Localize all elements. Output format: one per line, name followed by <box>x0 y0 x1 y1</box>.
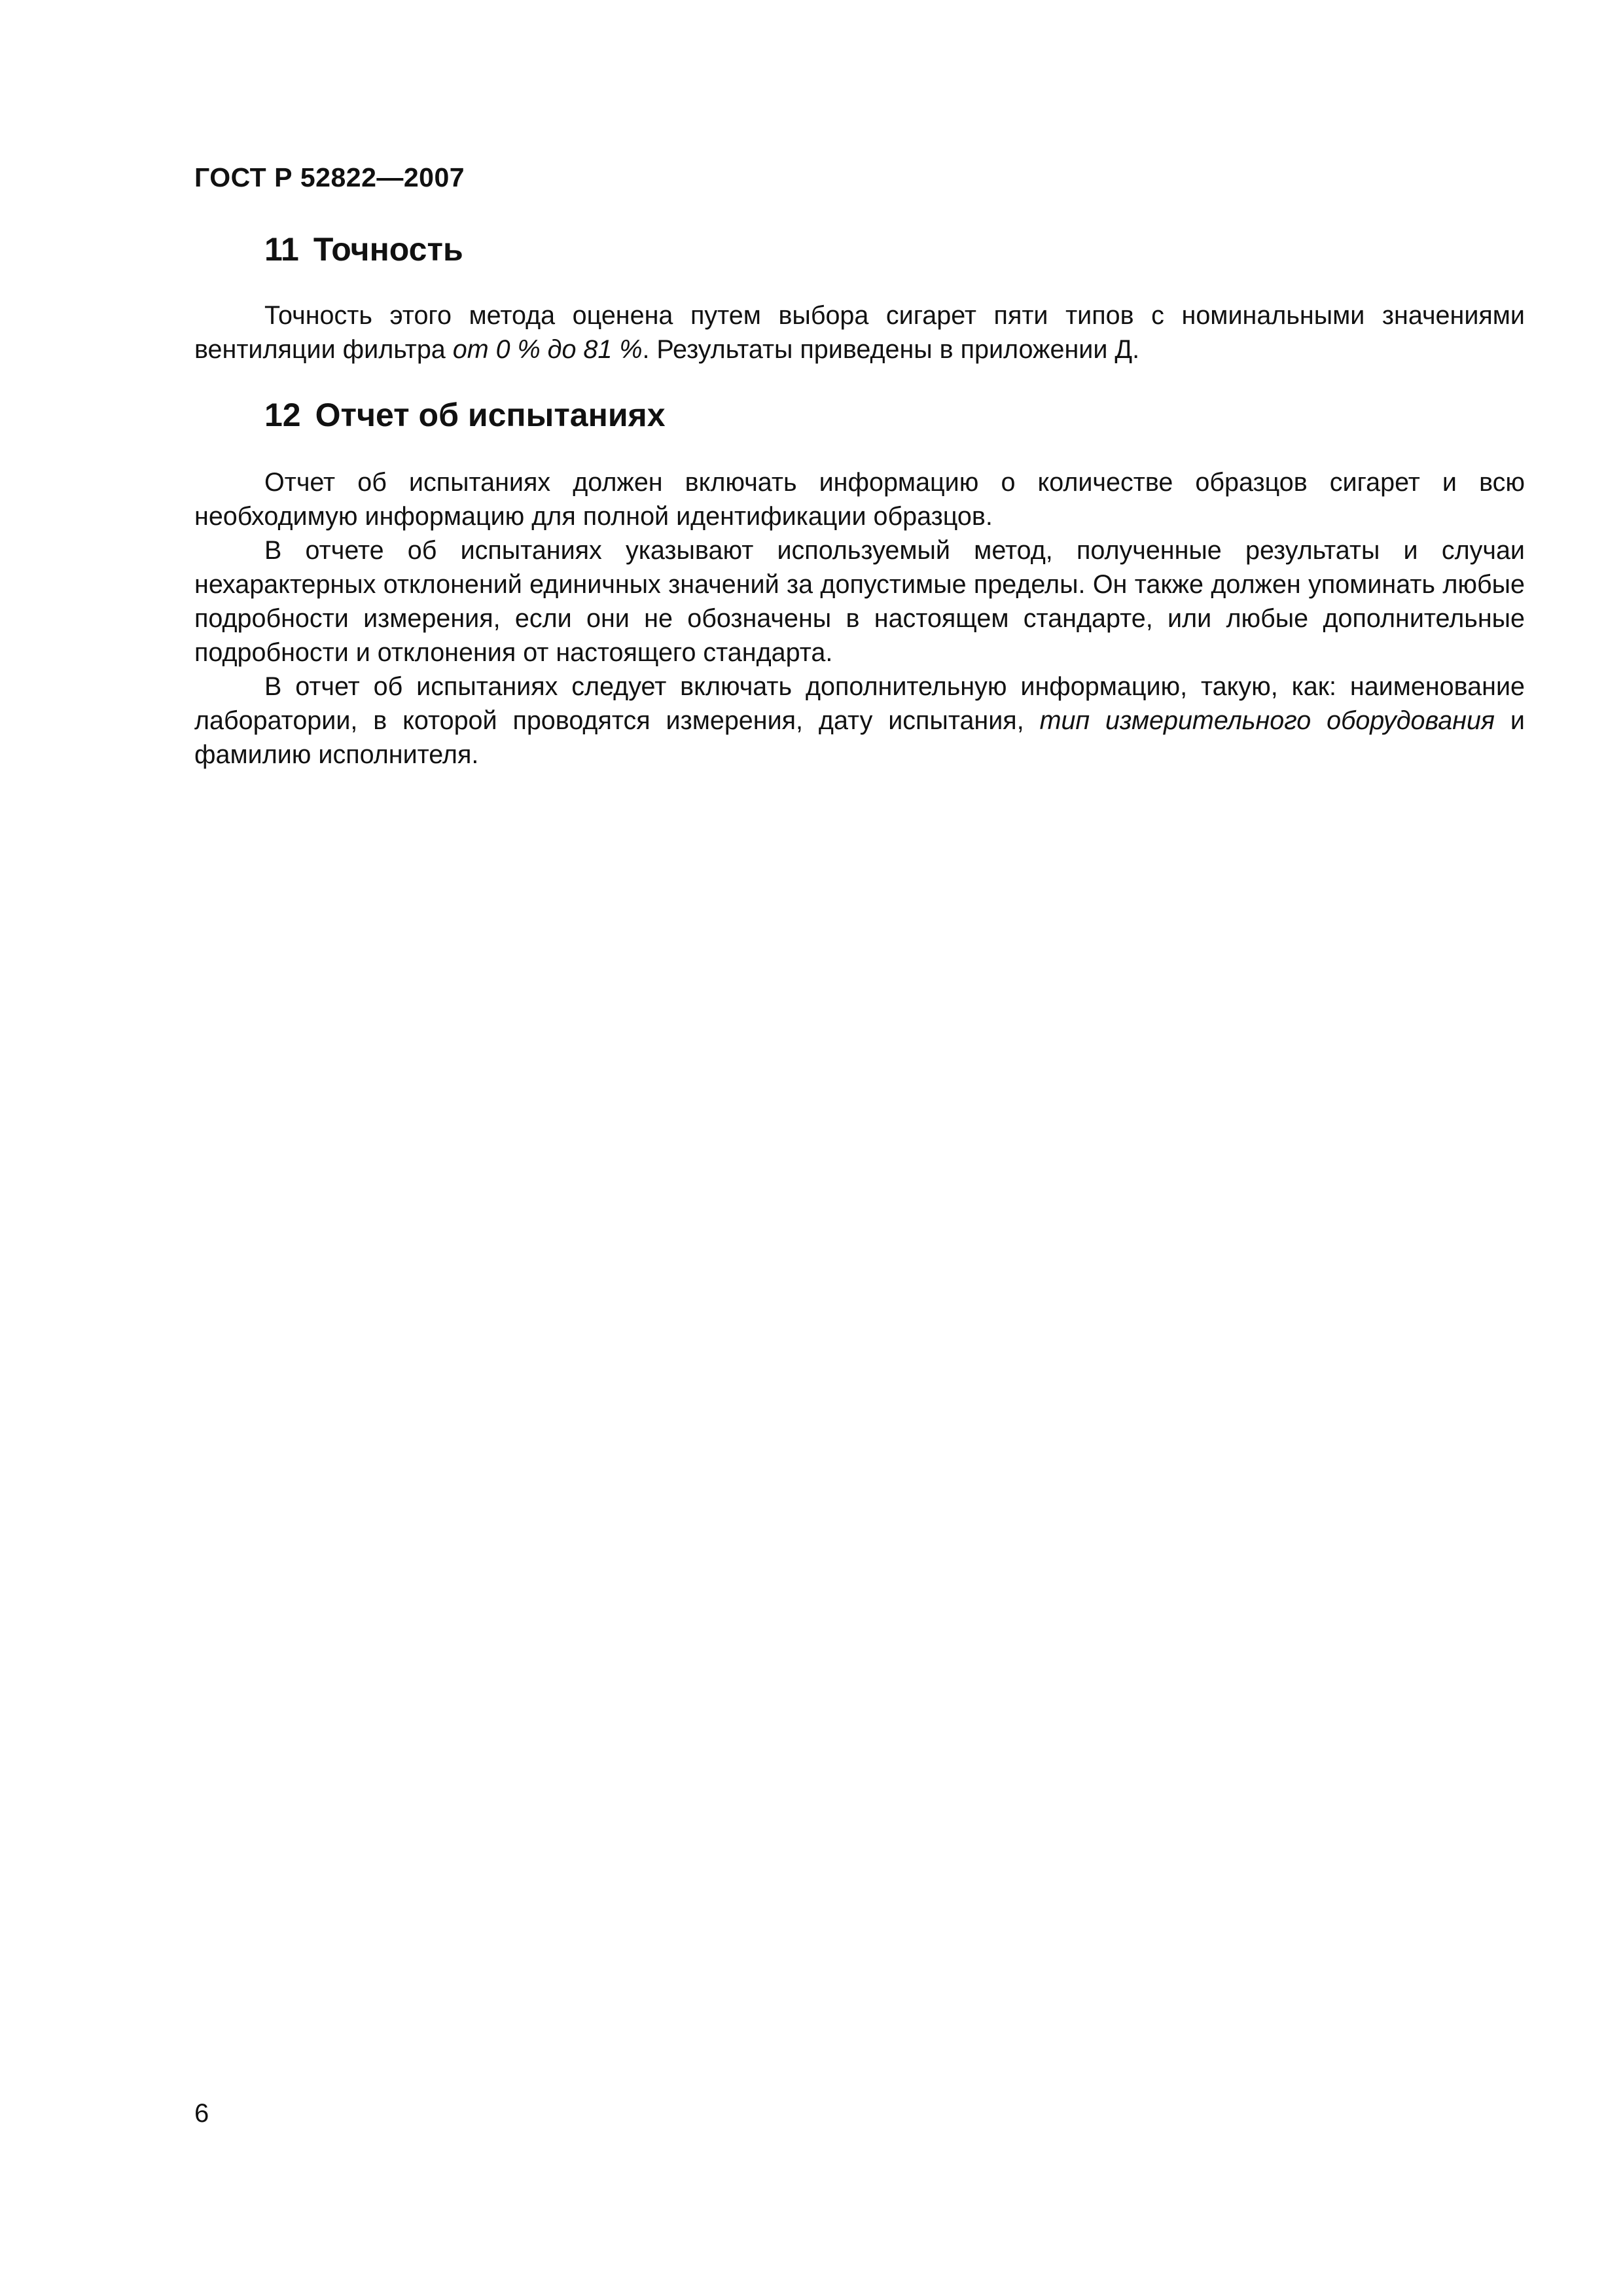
section-11-paragraph-range: от 0 % до 81 % <box>452 335 643 364</box>
document-header: ГОСТ Р 52822—2007 <box>194 162 465 192</box>
section-12-heading <box>264 396 666 434</box>
section-12-title: Отчет об испытаниях <box>315 397 666 433</box>
section-11-title: Точность <box>313 231 463 268</box>
section-12-paragraph-2: В отчете об испытаниях указывают используемый метод, полученные результаты и случаи нехарактерных отклонений единичных значений за допустимые пределы. Он также должен упоминать любые подробности измерения, если они не обозначены в настоящем стандарте, или любые дополнительные подробности и отклонения от настоящего стандарта. <box>194 536 1525 667</box>
section-11-heading <box>264 230 463 268</box>
section-12-paragraph-3-text-end: и фамилию исполнителя. <box>194 706 1525 769</box>
page-number: 6 <box>194 2099 209 2128</box>
section-12-paragraph-3-equipment: тип измерительного оборудования <box>1039 706 1495 735</box>
section-11-paragraph-text-start: Точность этого метода оценена путем выбора сигарет пяти типов с номинальными значениями вентиляции фильтра <box>194 301 1525 364</box>
section-11-number: 11 <box>264 231 299 268</box>
section-11-paragraph-text-end: . Результаты приведены в приложении Д. <box>642 335 1140 364</box>
section-12-body <box>194 465 1525 772</box>
section-12-number: 12 <box>264 397 301 433</box>
section-11-paragraph <box>194 298 1525 367</box>
section-12-paragraph-3 <box>194 670 1525 772</box>
section-12-paragraph-1: Отчет об испытаниях должен включать информацию о количестве образцов сигарет и всю необходимую информацию для полной идентификации образцов. <box>194 468 1525 531</box>
section-11-body <box>194 298 1525 367</box>
section-12-paragraph-3-text-start: В отчет об испытаниях следует включать дополнительную информацию, такую, как: наименование лаборатории, в которой проводятся измерения, дату испытания, <box>194 672 1525 735</box>
